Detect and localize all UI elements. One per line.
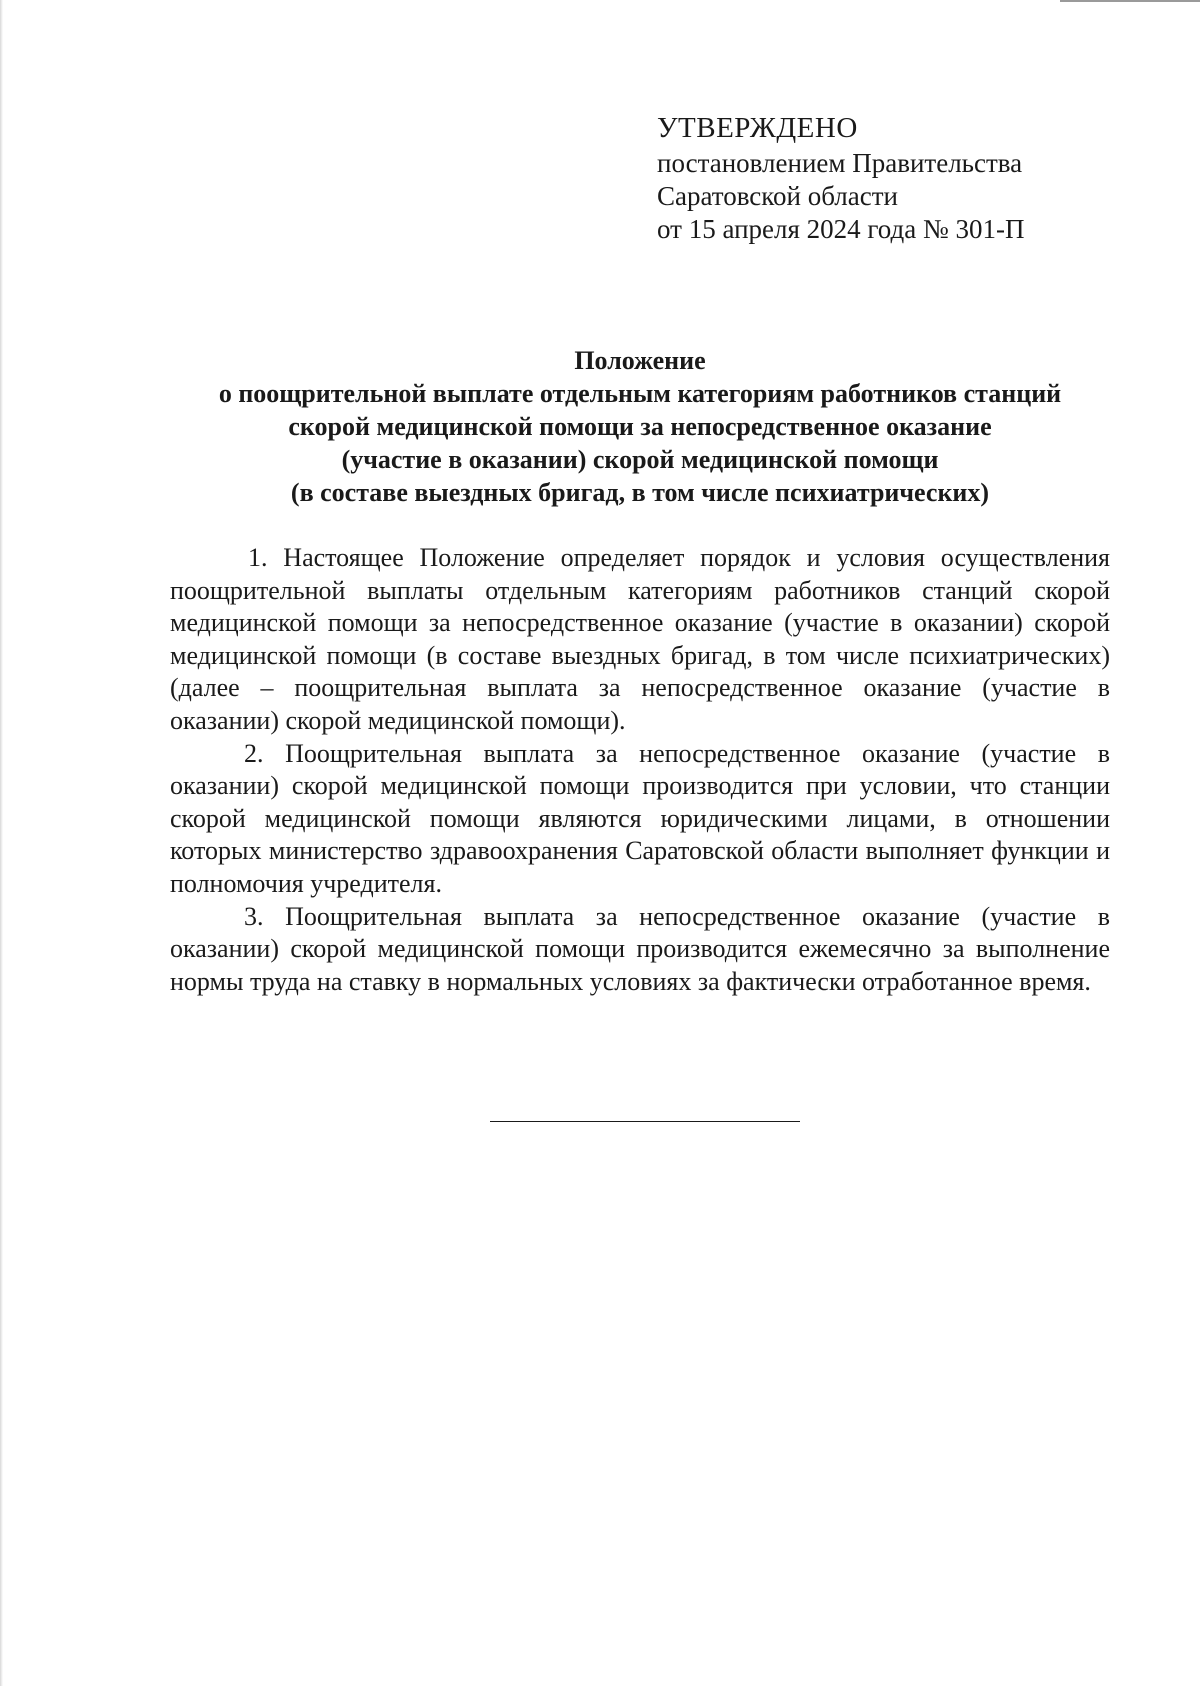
approval-line-2: Саратовской области — [657, 181, 898, 211]
heading-line-1: Положение — [574, 346, 706, 375]
scan-edge-top — [1060, 0, 1200, 2]
approval-stamp-block — [657, 112, 1025, 246]
heading-line-5: (в составе выездных бригад, в том числе психиатрических) — [290, 478, 990, 507]
paragraph-2: 2. Поощрительная выплата за непосредственное оказание (участие в оказании) скорой медицинской помощи производится при условии, что станции скорой медицинской помощи являются юридическими лицами, в отношении которых министерство здравоохранения Саратовской области выполняет функции и полномочия учредителя. — [170, 738, 1110, 898]
paragraph-1: 1. Настоящее Положение определяет порядок и условия осуществления поощрительной выплаты отдельным категориям работников станций скорой медицинской помощи за непосредственное оказание (участие в оказании) скорой медицинской помощи (в составе выездных бригад, в том числе психиатрических) (далее – поощрительная выплата за непосредственное оказание (участие в оказании) скорой медицинской помощи). — [170, 543, 1110, 735]
document-heading — [170, 344, 1110, 509]
heading-line-4: (участие в оказании) скорой медицинской помощи — [341, 445, 939, 474]
approval-line-1: постановлением Правительства — [657, 148, 1023, 178]
closing-rule — [490, 1121, 800, 1122]
approval-title: УТВЕРЖДЕНО — [657, 112, 858, 144]
document-body — [170, 542, 1110, 998]
heading-line-2: о поощрительной выплате отдельным категориям работников станций — [218, 379, 1062, 408]
heading-line-3: скорой медицинской помощи за непосредственное оказание — [288, 412, 992, 441]
scan-edge-left — [0, 0, 3, 1686]
paragraph-3: 3. Поощрительная выплата за непосредственное оказание (участие в оказании) скорой медицинской помощи производится ежемесячно за выполнение нормы труда на ставку в нормальных условиях за фактически отработанное время. — [170, 901, 1110, 996]
approval-line-3: от 15 апреля 2024 года № 301-П — [657, 214, 1025, 244]
